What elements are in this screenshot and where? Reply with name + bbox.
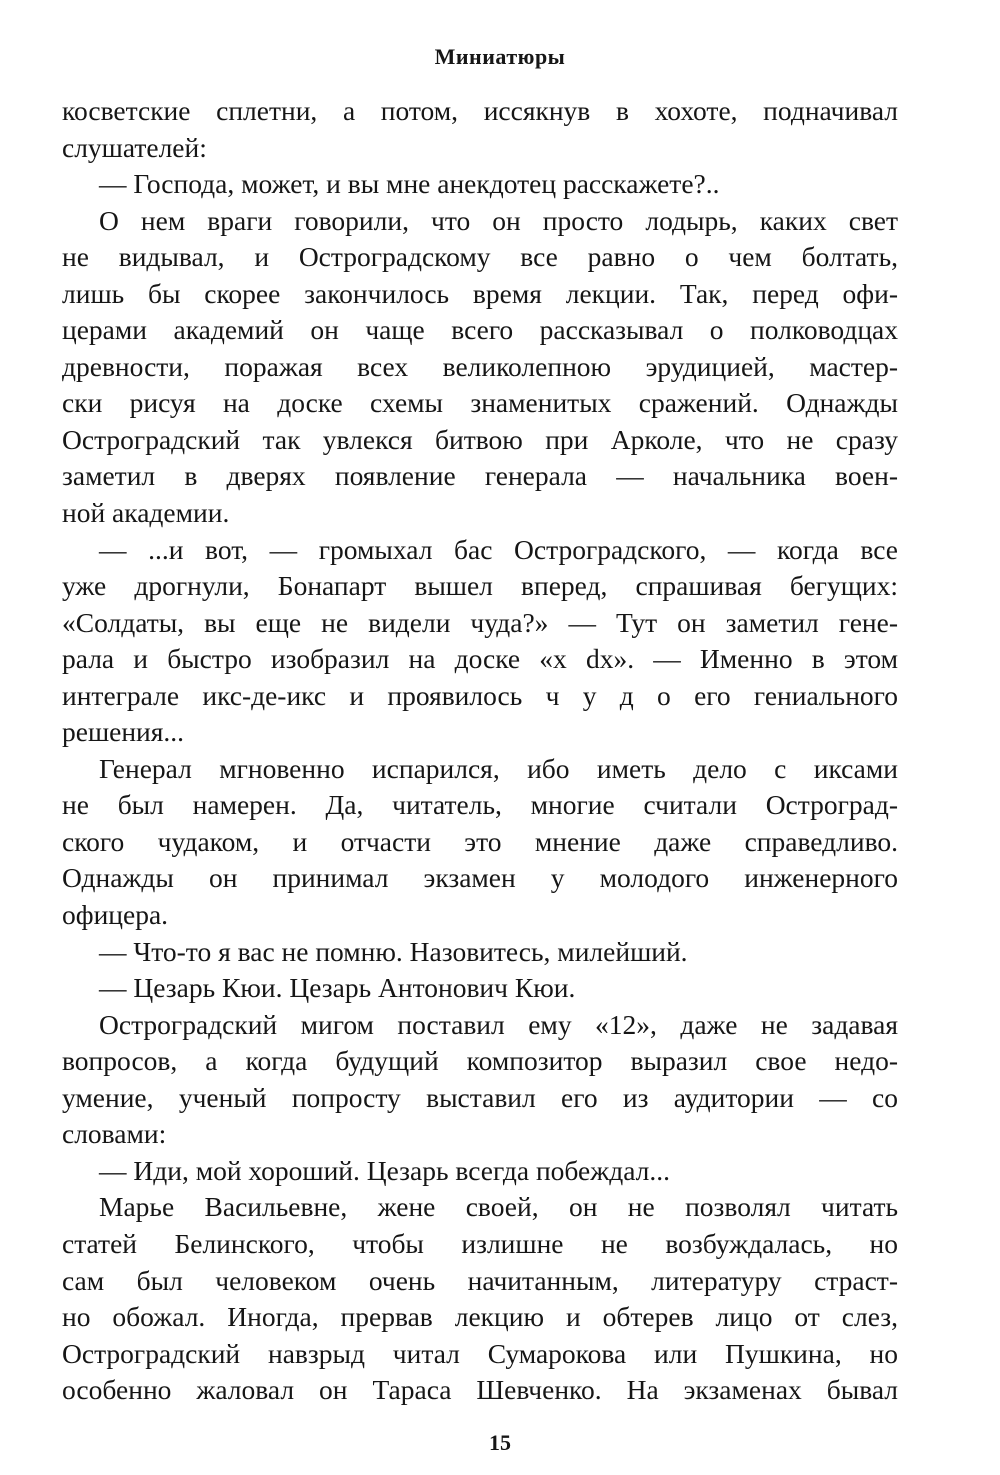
text-line: рала и быстро изобразил на доске «x dx». — Именно в этом [62, 643, 898, 675]
text-line: вопросов, а когда будущий композитор выразил свое недо- [62, 1045, 898, 1077]
text-line: «Солдаты, вы еще не видели чуда?» — Тут он заметил гене- [62, 606, 898, 638]
text-line: — Что-то я вас не помню. Назовитесь, милейший. [99, 935, 688, 967]
text-line: древности, поражая всех великолепною эрудицией, мастер- [62, 350, 898, 382]
text-line: не был намерен. Да, читатель, многие считали Остроград- [62, 789, 898, 821]
text-line: заметил в дверях появление генерала — начальника воен- [62, 460, 898, 492]
text-line: церами академий он чаще всего рассказывал о полководцах [62, 314, 898, 346]
text-line: слушателей: [62, 131, 207, 163]
text-line: О нем враги говорили, что он просто лодырь, каких свет [99, 204, 898, 236]
text-line: Остроградский мигом поставил ему «12», даже не задавая [99, 1008, 898, 1040]
text-line: уже дрогнули, Бонапарт вышел вперед, спрашивая бегущих: [62, 570, 898, 602]
text-line: статей Белинского, чтобы излишне не возбуждалась, но [62, 1227, 898, 1259]
text-line: особенно жаловал он Тараса Шевченко. На экзаменах бывал [62, 1374, 898, 1406]
text-line: Генерал мгновенно испарился, ибо иметь дело с иксами [99, 752, 898, 784]
text-line: словами: [62, 1118, 167, 1150]
text-line: ной академии. [62, 497, 230, 529]
text-line: ски рисуя на доске схемы знаменитых сражений. Однажды [62, 387, 898, 419]
text-line: Остроградский навзрыд читал Сумарокова или Пушкина, но [62, 1337, 898, 1369]
page-number: 15 [489, 1430, 511, 1455]
text-line: — Иди, мой хороший. Цезарь всегда побеждал... [99, 1154, 671, 1186]
text-line: Марье Васильевне, жене своей, он не позволял читать [99, 1191, 898, 1223]
text-line: офицера. [62, 899, 169, 931]
text-line: интеграле икс-де-икс и проявилось ч у д о его гениального [62, 679, 898, 711]
text-line: Однажды он принимал экзамен у молодого инженерного [62, 862, 898, 894]
running-header: Миниатюры [434, 44, 566, 69]
text-line: — Цезарь Кюи. Цезарь Антонович Кюи. [99, 972, 576, 1004]
text-line: косветские сплетни, а потом, иссякнув в хохоте, подначивал [62, 95, 898, 126]
text-line: — Господа, может, и вы мне анекдотец расскажете?.. [99, 168, 720, 200]
text-line: ского чудаком, и отчасти это мнение даже справедливо. [62, 825, 898, 857]
text-line: умение, ученый попросту выставил его из аудитории — со [62, 1081, 898, 1113]
text-line: не видывал, и Остроградскому все равно о чем болтать, [62, 241, 898, 273]
text-line: сам был человеком очень начитанным, литературу страст- [62, 1264, 898, 1296]
text-line: решения... [62, 716, 185, 748]
text-line: но обожал. Иногда, прервав лекцию и обтерев лицо от слез, [62, 1301, 898, 1333]
page-body-text [62, 93, 898, 1409]
text-line: — ...и вот, — громыхал бас Остроградского, — когда все [99, 533, 898, 565]
text-line: Остроградский так увлекся битвою при Арколе, что не сразу [62, 423, 898, 455]
text-line: лишь бы скорее закончилось время лекции. Так, перед офи- [62, 277, 898, 309]
